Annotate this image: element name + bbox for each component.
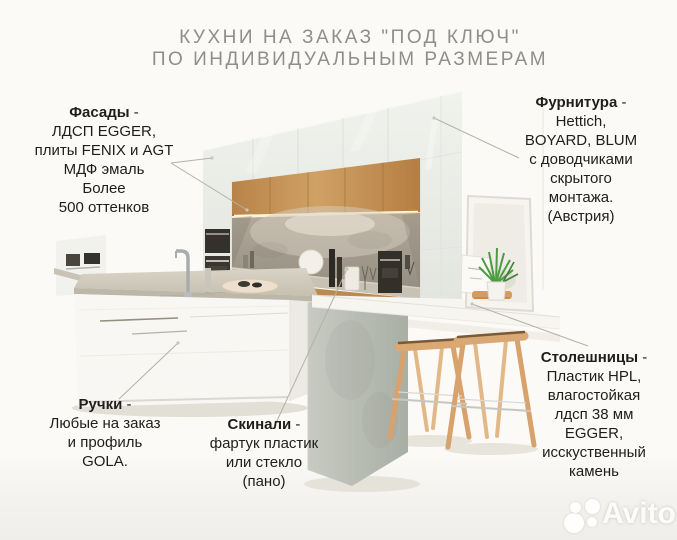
- annotation-handles: [25, 395, 185, 471]
- annotation-handles-label: [25, 395, 185, 414]
- annotation-label-dash: -: [129, 104, 139, 121]
- annotation-line: влагостойкая: [547, 387, 641, 404]
- annotation-facades: [24, 103, 184, 217]
- ad-title-line2: ПО ИНДИВИДУАЛЬНЫМ РАЗМЕРАМ: [151, 49, 549, 70]
- annotation-countertops-label: [514, 348, 674, 367]
- bottle-icon: [329, 249, 335, 287]
- annotation-label-bold: Ручки: [78, 396, 123, 413]
- annotation-line: камень: [569, 463, 619, 480]
- annotation-line: с доводчиками: [529, 151, 633, 168]
- annotation-label-dash: -: [291, 416, 301, 433]
- avito-dots-logo-icon: [585, 499, 600, 514]
- avito-dots-logo-icon: [570, 502, 581, 513]
- annotation-countertops-lines: [514, 367, 674, 481]
- annotation-line: плиты FENIX и AGT: [34, 142, 174, 159]
- microwave-icon: [205, 229, 230, 253]
- annotation-line: (Австрия): [547, 208, 615, 225]
- annotation-line: GOLA.: [82, 453, 128, 470]
- annotation-label-dash: -: [122, 396, 132, 413]
- avito-brand-text: Avito: [602, 497, 676, 530]
- annotation-line: монтажа.: [548, 189, 614, 206]
- annotation-line: Пластик HPL,: [546, 368, 642, 385]
- annotation-line: Hettich,: [555, 113, 607, 130]
- island-plate: [222, 279, 278, 293]
- annotation-facades-lines: [24, 122, 184, 217]
- annotation-line: ЛДСП EGGER,: [51, 123, 157, 140]
- annotation-line: (пано): [242, 473, 286, 490]
- plant-pot-icon: [487, 282, 506, 300]
- annotation-hardware-lines: [501, 112, 661, 226]
- annotation-line: 500 оттенков: [58, 199, 150, 216]
- annotation-label-bold: Скинали: [227, 416, 292, 433]
- annotation-label-dash: -: [617, 94, 627, 111]
- annotation-line: или стекло: [225, 454, 303, 471]
- annotation-hardware: [501, 93, 661, 226]
- annotation-skinali-label: [184, 415, 344, 434]
- annotation-line: МДФ эмаль: [63, 161, 145, 178]
- annotation-line: исскуственный: [542, 444, 646, 461]
- annotation-line: BOYARD, BLUM: [524, 132, 638, 149]
- annotation-label-bold: Столешницы: [540, 349, 639, 366]
- annotation-line: скрытого: [550, 170, 612, 187]
- annotation-hardware-label: [501, 93, 661, 112]
- annotation-facades-label: [24, 103, 184, 122]
- annotation-label-bold: Фурнитура: [535, 94, 618, 111]
- annotation-skinali-lines: [184, 434, 344, 491]
- annotation-line: Более: [82, 180, 126, 197]
- annotation-line: и профиль: [67, 434, 143, 451]
- annotation-line: фартук пластик: [209, 435, 319, 452]
- avito-dots-logo-icon: [587, 517, 597, 527]
- ad-title: [30, 27, 670, 71]
- kitchen-island: [74, 268, 318, 407]
- annotation-skinali: [184, 415, 344, 491]
- ad-title-line1: КУХНИ НА ЗАКАЗ "ПОД КЛЮЧ": [179, 27, 521, 48]
- wall-oven-icon: [66, 254, 80, 266]
- annotation-line: Любые на заказ: [49, 415, 161, 432]
- annotation-line: EGGER,: [564, 425, 624, 442]
- annotation-line: лдсп 38 мм: [554, 406, 634, 423]
- annotation-countertops: [514, 348, 674, 481]
- avito-watermark: [556, 496, 676, 538]
- avito-dots-logo-icon: [564, 513, 584, 533]
- annotation-label-dash: -: [638, 349, 648, 366]
- annotation-label-bold: Фасады: [69, 104, 130, 121]
- annotation-handles-lines: [25, 414, 185, 471]
